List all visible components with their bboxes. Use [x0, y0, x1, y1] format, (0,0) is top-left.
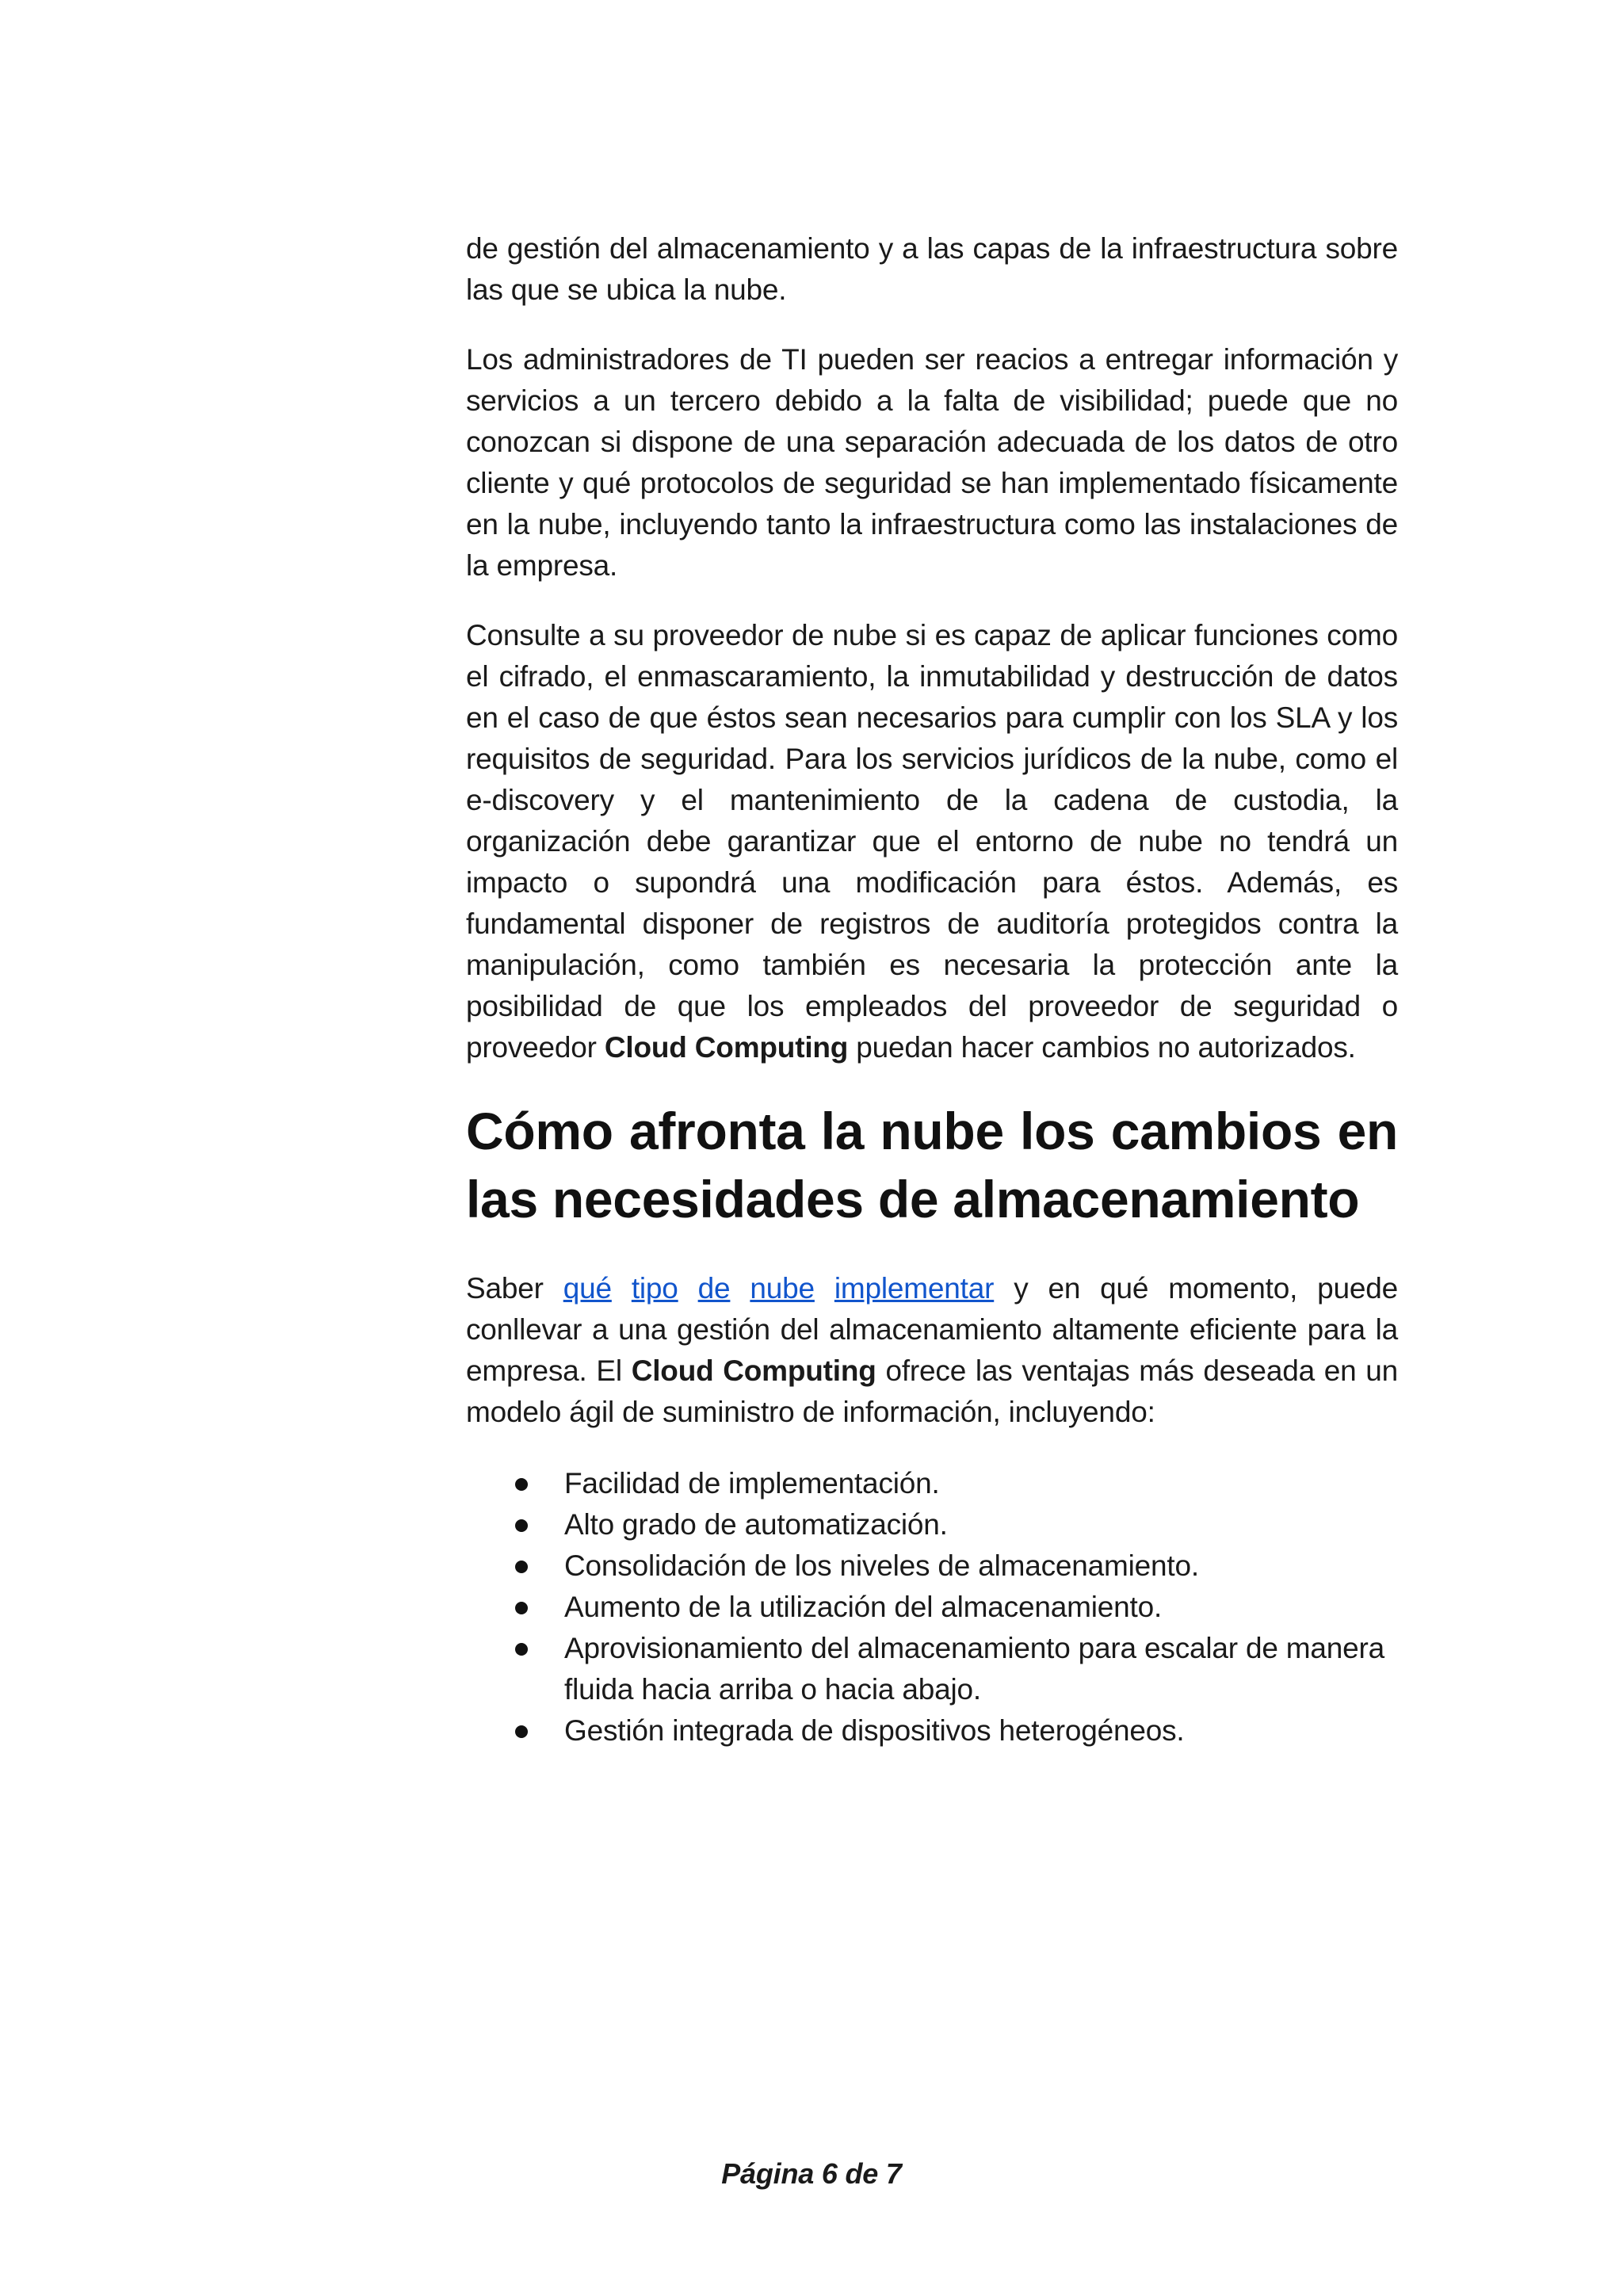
- list-item-text: Alto grado de automatización.: [564, 1508, 948, 1541]
- paragraph-it-administrators: Los administradores de TI pueden ser reacios a entregar información y servicios a un tercero debido a la falta de visibilidad; puede que no conozcan si dispone de una separación adecuada de los datos de otro cliente y qué protocolos de seguridad se han implementado físicamente en la nube, incluyendo tanto la infraestructura como las instalaciones de la empresa.: [466, 343, 1398, 582]
- bullet-icon: [515, 1561, 528, 1573]
- paragraph-consult-provider-text: Consulte a su proveedor de nube si es capaz de aplicar funciones como el cifrado, el enmascaramiento, la inmutabilidad y destrucción de datos en el caso de que éstos sean necesarios para cumplir con los SLA y los requisitos de seguridad. Para los servicios jurídicos de la nube, como el e-discovery y el mantenimiento de la cadena de custodia, la organización debe garantizar que el entorno de nube no tendrá un impacto o supondrá una modificación para éstos. Además, es fundamental disponer de registros de auditoría protegidos contra la manipulación, como también es necesaria la protección ante la posibilidad de que los empleados del proveedor de seguridad o proveedor: [466, 619, 1398, 1064]
- paragraph-know-cloud-type: [466, 1268, 1398, 1433]
- paragraph-know-cloud-type-start: Saber: [466, 1272, 563, 1305]
- bullet-icon: [515, 1725, 528, 1738]
- link-de[interactable]: de: [697, 1272, 731, 1305]
- bold-term-cloud-computing-2: Cloud Computing: [631, 1354, 876, 1387]
- link-implementar[interactable]: implementar: [834, 1272, 995, 1305]
- page-number-footer: Página 6 de 7: [721, 2157, 902, 2190]
- page-content: [466, 228, 1398, 1752]
- list-item-text: Consolidación de los niveles de almacenamiento.: [564, 1549, 1199, 1582]
- link-tipo[interactable]: tipo: [631, 1272, 678, 1305]
- paragraph-storage-layers: de gestión del almacenamiento y a las capas de la infraestructura sobre las que se ubica la nube.: [466, 232, 1398, 306]
- bullet-icon: [515, 1519, 528, 1532]
- bullet-icon: [515, 1643, 528, 1656]
- list-item: [564, 1710, 1398, 1752]
- paragraph-consult-provider: [466, 615, 1398, 1068]
- list-item-text: Aumento de la utilización del almacenamiento.: [564, 1591, 1163, 1623]
- paragraph-consult-provider-end: puedan hacer cambios no autorizados.: [848, 1031, 1356, 1064]
- paragraph-know-cloud-type-end: ofrece las ventajas más deseada en un modelo ágil de suministro de información, incluyendo:: [466, 1354, 1398, 1428]
- link-nube[interactable]: nube: [750, 1272, 815, 1305]
- paragraph-know-cloud-type-middle: y en qué momento, puede conllevar a una gestión del almacenamiento altamente eficiente para la empresa. El: [466, 1272, 1398, 1387]
- list-item: [564, 1504, 1398, 1545]
- list-item: [564, 1463, 1398, 1504]
- list-item: [564, 1545, 1398, 1587]
- list-item-text: Aprovisionamiento del almacenamiento para escalar de manera fluida hacia arriba o hacia abajo.: [564, 1632, 1385, 1706]
- bullet-icon: [515, 1478, 528, 1491]
- bullet-icon: [515, 1602, 528, 1614]
- list-item-text: Facilidad de implementación.: [564, 1467, 940, 1499]
- list-item: [564, 1628, 1398, 1710]
- list-item-text: Gestión integrada de dispositivos heterogéneos.: [564, 1714, 1185, 1747]
- list-item: [564, 1587, 1398, 1628]
- link-que[interactable]: qué: [563, 1272, 612, 1305]
- section-heading: Cómo afronta la nube los cambios en las necesidades de almacenamiento: [466, 1102, 1398, 1228]
- benefits-list: [466, 1463, 1398, 1752]
- bold-term-cloud-computing: Cloud Computing: [604, 1031, 849, 1064]
